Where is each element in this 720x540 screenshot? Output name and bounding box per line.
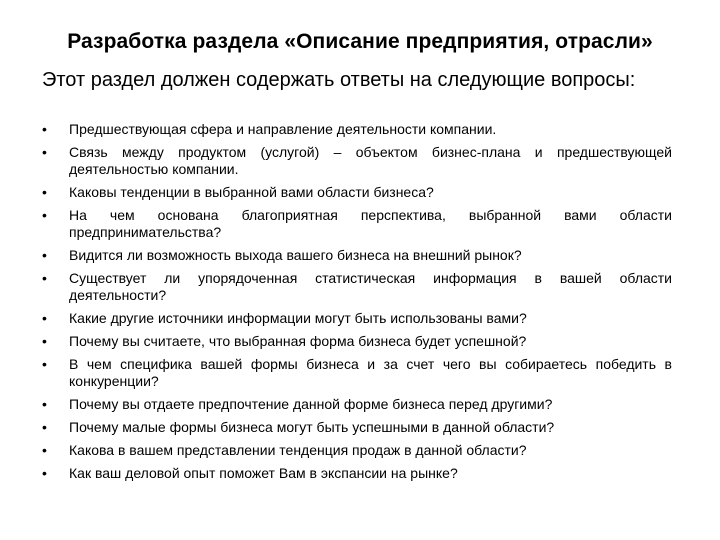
question-item: • Почему вы считаете, что выбранная форма бизнеса будет успешной? xyxy=(42,333,672,350)
question-item: • Как ваш деловой опыт поможет Вам в экспансии на рынке? xyxy=(42,465,672,482)
question-item: • В чем специфика вашей формы бизнеса и за счет чего вы собираетесь победить в конкуренции? xyxy=(42,356,672,390)
question-item: • Существует ли упорядоченная статистическая информация в вашей области деятельности? xyxy=(42,270,672,304)
intro-text: Этот раздел должен содержать ответы на следующие вопросы: xyxy=(42,69,636,91)
question-item: • Какие другие источники информации могут быть использованы вами? xyxy=(42,310,672,327)
question-item: • Какова в вашем представлении тенденция продаж в данной области? xyxy=(42,442,672,459)
question-item: • Связь между продуктом (услугой) – объектом бизнес-плана и предшествующей деятельностью компании. xyxy=(42,144,672,178)
slide-title: Разработка раздела «Описание предприятия, отрасли» xyxy=(67,30,653,53)
question-list xyxy=(42,121,672,488)
question-item: • Видится ли возможность выхода вашего бизнеса на внешний рынок? xyxy=(42,247,672,264)
question-item: • Почему вы отдаете предпочтение данной форме бизнеса перед другими? xyxy=(42,396,672,413)
question-item: • На чем основана благоприятная перспектива, выбранной вами области предпринимательства? xyxy=(42,207,672,241)
question-item: • Предшествующая сфера и направление деятельности компании. xyxy=(42,121,672,138)
question-item: • Каковы тенденции в выбранной вами области бизнеса? xyxy=(42,184,672,201)
question-item: • Почему малые формы бизнеса могут быть успешными в данной области? xyxy=(42,419,672,436)
